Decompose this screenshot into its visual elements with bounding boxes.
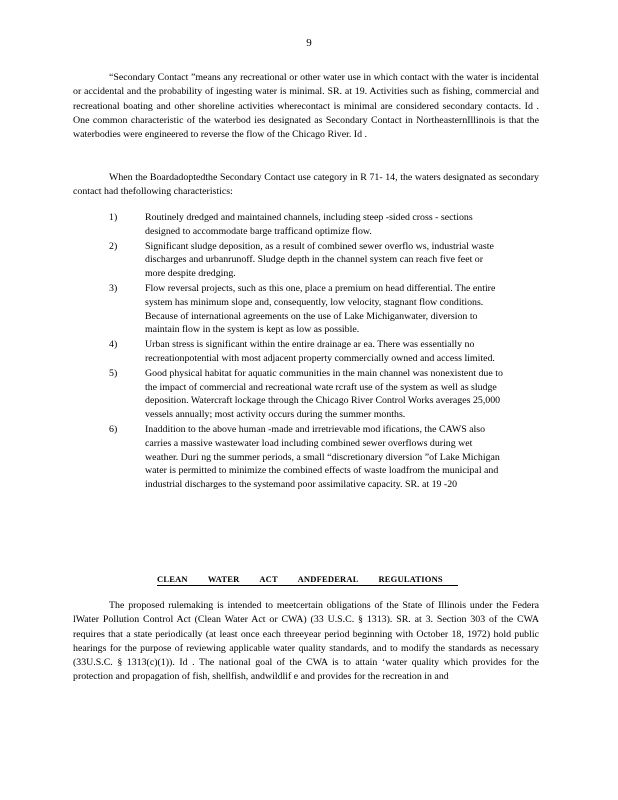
paragraph-secondary-contact-definition: “Secondary Contact ”means any recreational or other water use in which contact with the water is incidental or accidental and the probability of ingesting water is minimal. SR. at 19. Activities such as fishing, commercial and recreational boating and other shoreline activities wherecontact is minimal are considered secondary contacts. Id . One common characteristic of the waterbod ies designated as Secondary Contact in NortheasternIllinois is that the waterbodies were engineered to reverse the flow of the Chicago River. Id . (73, 72, 539, 141)
list-item-text: Urban stress is significant within the entire drainage ar ea. There was essentially no recreationpotential with most adjacent property commercially owned and access limited. (145, 339, 495, 364)
list-item-text: Routinely dredged and maintained channels, including steep -sided cross - sections designed to accommodate barge trafficand optimize flow. (145, 212, 473, 237)
list-item-text: Flow reversal projects, such as this one, place a premium on head differential. The entire system has minimum slope and, consequently, low velocity, stagnant flow conditions. Because of international agreements on the use of Lake Michiganwater, diversion to maintain flow in the system is kept as low as possible. (145, 282, 496, 336)
list-item (73, 240, 503, 281)
list-item-number: 2) (109, 240, 118, 252)
list-item-number: 4) (109, 339, 118, 351)
list-item (73, 367, 503, 422)
list-item (73, 211, 503, 239)
paragraph-clean-water-act: The proposed rulemaking is intended to meetcertain obligations of the State of Illinois under the Federa lWater Pollution Control Act (Clean Water Act or CWA) (33 U.S.C. § 1313). SR. at 3. Section 303 of the CWA requires that a state periodically (at least once each threeyear period beginning with October 18, 1972) hold public hearings for the purpose of reviewing applicable water quality standards, and to modify the standards as necessary (33U.S.C. § 1313(c)(1)). Id . The national goal of the CWA is to attain ‘water quality which provides for the protection and propagation of fish, shellfish, andwildlif e and provides for the recreation in and (73, 600, 539, 683)
paragraph-board-adoption: When the Boardadoptedthe Secondary Contact use category in R 71- 14, the waters designated as secondary contact had thefollowing characteristics: (73, 172, 539, 198)
list-item-number: 3) (109, 282, 118, 294)
list-item (73, 282, 503, 337)
list-item-number: 1) (109, 212, 118, 223)
list-item-text: Good physical habitat for aquatic communities in the main channel was nonexistent due to the impact of commercial and recreational wate rcraft use of the system as well as sludge deposition. Watercraft lockage through the Chicago River Control Works averages 25,000 vessels annually; most activity occurs during the summer months. (145, 367, 503, 421)
list-item-number: 6) (109, 423, 118, 435)
list-item-number: 5) (109, 367, 118, 379)
list-item (73, 338, 503, 366)
list-item-text: Inaddition to the above human -made and irretrievable mod ifications, the CAWS also carries a massive wastewater load including combined sewer overflows during wet weather. Duri ng the summer periods, a small “discretionary diversion ”of Lake Michigan water is permitted to minimize the combined effects of waste loadfrom the municipal and industrial discharges to the systemand poor assimilative capacity. SR. at 19 -20 (145, 423, 500, 491)
characteristics-list (73, 211, 503, 493)
section-heading: CLEAN WATER ACT ANDFEDERAL REGULATIONS (157, 574, 458, 586)
list-item-text: Significant sludge deposition, as a result of combined sewer overflo ws, industrial waste discharges and urbanrunoff. Sludge depth in the channel system can reach five feet or more despite dredging. (145, 240, 494, 280)
page-number: 9 (306, 37, 312, 49)
list-item (73, 423, 503, 492)
